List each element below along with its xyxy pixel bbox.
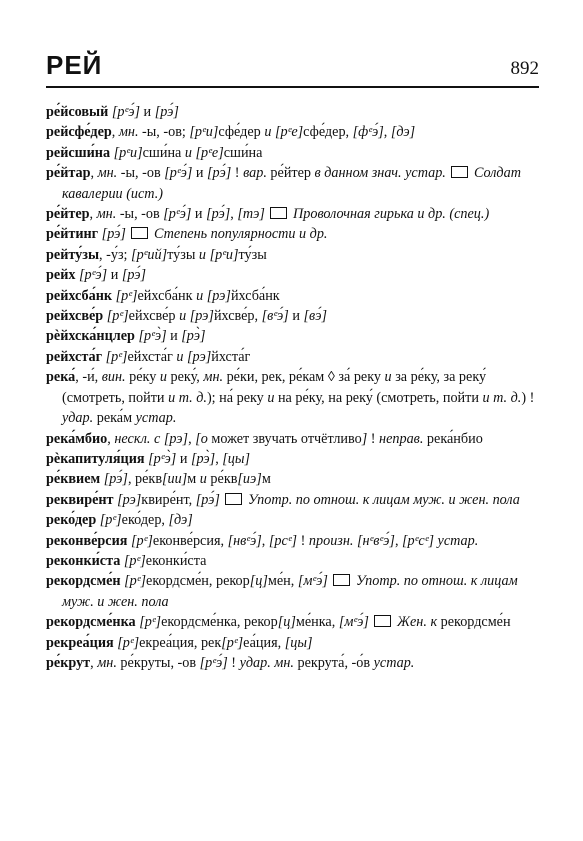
entry-text: , ре́кв [127,471,163,488]
entry-note: [рэ̀] [181,328,206,345]
entry-text [126,226,130,242]
entry-note: устар. [135,410,177,427]
usage-box-icon [225,493,242,505]
entry-note: [р [195,144,209,161]
entry-text: сши́на [223,144,263,161]
entry-note: ] [123,308,129,325]
entry-text: ту́зы [167,246,199,263]
entry-note: е] [291,124,304,141]
entry-headword: рейхсба́нк [46,287,113,304]
entry-note: [ц] [277,614,296,631]
entry-text: ту́зы [238,246,267,263]
entry-text: ейхсве́р [128,308,180,325]
entry-text: , -и́, [75,369,102,386]
entry-text: ! [367,430,380,447]
entry-note: [о [195,430,208,447]
entry-note: ] [140,552,146,569]
entry-text: и [140,104,155,120]
running-headword: РЕЙ [46,50,103,80]
entry-text: , [111,124,119,141]
entry-note: ᵉ [287,532,292,549]
dictionary-entry [46,204,539,224]
entry-note: ᵉ [273,308,278,325]
entry-note: устар. [437,532,479,549]
entry-headword: река́ [46,369,76,386]
entry-note: ᵉ [91,267,96,284]
entry-note: ᵉ [151,328,155,345]
dictionary-entry [46,224,539,244]
entry-note: [рэ̀] [190,450,216,467]
entry-headword: рѐкапитуля́ция [46,450,145,467]
entry-note: произн. [308,532,354,549]
entry-headword: рейх [46,267,76,284]
entry-headword: рейту́зы [46,246,100,263]
entry-text: ре́круты, -ов [116,654,200,671]
page-header [46,44,539,88]
entry-text: , [215,450,223,467]
dictionary-entry [46,245,539,265]
entry-note: и] [205,124,219,141]
entry-note: [ц] [249,573,268,590]
entry-text: реку́, [166,369,204,386]
entry-text: на ре́ку, на реку́ (смотреть, пойти [274,389,483,406]
entry-text: м [261,471,271,488]
entry-text: и [191,206,207,223]
entry-note: [рс [268,532,288,549]
entry-note: ] [291,532,298,549]
entry-text: сфе́дер [218,124,265,141]
entry-text: может звучать отчётливо [207,430,362,447]
entry-note: [р [106,308,120,325]
entry-text: , [383,124,391,141]
entry-note: э́] [179,206,192,223]
entry-note: [р [111,104,125,120]
entry-note: ] [131,287,138,304]
entry-text: -ы, -ов; [138,124,190,141]
dictionary-entry [46,367,539,428]
entry-note: ᵉ [160,450,165,467]
entry-text: ! [227,654,240,671]
entry-text: , [107,430,115,447]
entry-text [220,492,224,508]
dictionary-entry [46,633,539,653]
entry-note: ᵉ [212,654,216,671]
entry-note: ᵉ [136,573,141,590]
entry-note: ᵉ [353,614,358,631]
entry-text: еко́дер, [121,512,169,529]
entry-note: и [159,369,167,386]
entry-note: [цы] [222,450,251,467]
entry-text [446,165,450,181]
entry-note: ᵉ [124,104,129,120]
entry-note: ᵉ [414,532,419,549]
entry-note: э̀] [164,450,177,467]
entry-text: рекордсме́н [437,614,511,631]
entry-note: и т. д. [168,389,207,406]
entry-note: э̀] [154,328,167,345]
dictionary-entry [46,612,539,632]
dictionary-entry [46,429,539,449]
entry-text: река́нбио [423,430,483,447]
entry-note: ᵉ [208,144,212,161]
entry-note: ] [237,634,244,651]
entry-note: [рэ́] [103,471,128,488]
entry-note: Степень популярности и др. [153,226,328,243]
dictionary-entry [46,102,539,122]
entry-note: [цы] [284,634,313,651]
dictionary-entry [46,286,539,306]
entry-text [369,614,373,630]
entry-note: устар. [373,654,415,671]
dictionary-entry [46,469,539,489]
entry-note: и] [130,144,143,161]
entry-note: в данном знач. устар. [314,165,446,182]
entry-note: ] [155,614,162,631]
entry-note: ᵉ [136,552,141,569]
entry-text: , [230,206,238,223]
entry-headword: ре́йтинг [46,226,99,243]
entry-text: ейхсба́нк [137,287,197,304]
entry-note: [р [221,634,234,651]
entry-note: Употр. по отнош. к лицам муж. и жен. пола [62,573,518,610]
dictionary-entry [46,510,539,530]
entry-note: и [176,348,184,365]
entry-note: ᵉ [246,532,251,549]
entry-text: ме́нка, [295,614,339,631]
entry-note: [рэ] [206,287,231,304]
dictionary-entry [46,326,539,346]
entry-text: ме́н, [267,573,298,590]
entry-note: ᵉ [287,124,292,141]
entry-note: и [264,124,272,141]
entry-note: э́] [277,308,289,325]
entry-text: йхсба́нк [230,287,280,304]
entry-note: [р [199,654,213,671]
entry-note: е] [211,144,224,161]
entry-note: [рэ] [163,430,189,447]
entry-note: э́] [357,614,369,631]
entry-note: ᵉ [369,532,374,549]
entry-note: ᵉ [175,206,180,223]
entry-list [46,102,539,673]
entry-note: удар. мн. [239,654,294,671]
entry-text: сфе́дер, [303,124,353,141]
entry-text: ); на́ реку [206,389,268,406]
entry-note: в [373,532,380,549]
entry-headword: рекордсме́нка [46,614,136,631]
entry-text: и [176,450,191,467]
entry-text: , [261,532,269,549]
entry-note: [ф [352,124,369,141]
dictionary-entry [46,306,539,326]
entry-note: [рэ́] [121,267,147,284]
entry-note: [р [113,144,127,161]
entry-text: ре́йтер [266,165,315,182]
entry-text: м [187,471,200,488]
entry-text: ! [231,165,244,182]
entry-note: [р [163,206,176,223]
entry-note: [р [139,614,152,631]
entry-note: э́] [383,532,395,549]
entry-headword: рейсфе́дер [46,124,112,141]
usage-box-icon [131,227,148,239]
entry-note: ᵉ [112,512,117,529]
entry-text: еа́ция, [243,634,285,651]
entry-note: ᵉ [143,246,148,263]
entry-note: [р [79,267,92,284]
entry-note: вин. [101,369,126,386]
entry-note: мн. [97,165,118,182]
entry-text: ре́ки, рек, ре́кам ◊ за́ реку [223,369,385,386]
entry-text: и [288,308,304,325]
entry-text: , [394,532,403,549]
entry-note: [р [131,532,144,549]
entry-text: еконки́ста [145,552,207,569]
entry-note: мн. [97,654,117,671]
entry-note: и [196,287,204,304]
entry-note: Употр. по отнош. к лицам муж. и жен. пола [248,491,520,508]
entry-note: [р [115,287,129,304]
entry-text: , [89,206,97,223]
entry-headword: ре́йтер [46,206,90,223]
entry-headword: рѐйхска́нцлер [46,328,135,345]
entry-note: [р [99,512,113,529]
entry-note: удар. [62,410,94,427]
entry-note: ᵉ [424,532,429,549]
entry-note: ᵉ [202,124,206,141]
entry-note: мн. [96,206,117,223]
entry-note: и т. д. [482,389,522,406]
entry-text: ! [297,532,309,549]
entry-note: [р [117,634,130,651]
entry-note: ] [116,512,122,529]
entry-text: ре́ку [125,369,160,386]
entry-note: [рэ] [187,348,212,365]
entry-note: э́] [180,165,193,182]
entry-text: ейхста́г [127,348,177,365]
entry-text: , [90,654,98,671]
entry-note: [рэ́] [207,165,232,182]
entry-text [328,573,332,589]
entry-note: ] [133,634,140,651]
entry-note: [м [338,614,354,631]
entry-headword: рекордсме́н [46,573,121,590]
entry-headword: ре́йсовый [46,104,109,120]
entry-note: ᵉ [379,532,384,549]
entry-note: и [199,471,207,488]
entry-note: [рэ́] [195,491,220,508]
entry-note: [тэ] [237,206,265,223]
entry-note: [рэ́] [101,226,126,243]
entry-note: ] [147,532,153,549]
entry-note: [р [123,552,137,569]
entry-note: нескл. с [114,430,161,447]
entry-text: квире́нт, [141,491,196,508]
entry-note: ] [361,430,368,447]
entry-text: еконве́рсия, [152,532,228,549]
entry-note: ᵉ [176,165,181,182]
entry-note: ᵉ [312,573,317,590]
usage-box-icon [374,615,391,627]
entry-note: э́] [316,573,328,590]
entry-note: [ии] [162,471,188,488]
entry-note: [р [138,328,152,345]
entry-text: и [107,267,122,284]
entry-note: ] [121,348,128,365]
entry-text: -ы, -ов [117,165,165,182]
entry-note: [н [356,532,370,549]
entry-note: мн. [118,124,139,141]
entry-text: йхсве́р, [213,308,262,325]
entry-note: мн. [203,369,224,386]
entry-text: рекрута́, -о́в [293,654,374,671]
entry-note: [р [189,124,203,141]
entry-note: [р [148,450,161,467]
entry-note: [вэ́] [303,308,327,325]
entry-note: ᵉ [368,124,372,141]
entry-note: [дэ] [390,124,416,141]
entry-note: [р [209,246,223,263]
entry-headword: река́мбио [46,430,108,447]
dictionary-entry [46,571,539,612]
entry-note: [р [105,348,119,365]
entry-text: ) ! [521,389,535,406]
entry-headword: реквире́нт [46,491,114,508]
entry-headword: рейхста́г [46,348,103,365]
entry-headword: рейсши́на [46,144,111,161]
entry-text: сши́на [142,144,185,161]
entry-text: екордсме́н, рекор [146,573,250,590]
entry-text: и [192,165,208,182]
entry-note: [нв [227,532,247,549]
entry-text: йхста́г [211,348,251,365]
entry-headword: реко́дер [46,512,97,529]
entry-headword: реконве́рсия [46,532,128,549]
entry-note: и] [225,246,239,263]
entry-headword: рекреа́ция [46,634,114,651]
entry-text [265,206,269,222]
dictionary-entry [46,551,539,571]
entry-note: ] [140,573,147,590]
dictionary-entry [46,531,539,551]
entry-note: ий] [147,246,168,263]
entry-note: [р [164,165,177,182]
entry-note: [р [402,532,415,549]
entry-text: екреа́ция, рек [139,634,222,651]
entry-note: э́] [371,124,384,141]
entry-note: Солдат кавалерии (ист.) [62,165,521,202]
entry-note: ] [428,532,434,549]
dictionary-entry [46,163,539,204]
entry-note: [р [124,573,137,590]
entry-note: э́] [215,654,228,671]
entry-note: э́] [250,532,262,549]
entry-note: [рэ́] [206,206,231,223]
entry-note: и [179,308,187,325]
entry-note: Жен. к [397,614,438,631]
entry-text: ре́кв [206,471,238,488]
entry-note: ᵉ [129,634,134,651]
entry-text: за ре́ку, за реку́ (смотреть, пойти [62,369,487,406]
entry-note: [в [261,308,274,325]
entry-note: [рэ́] [154,104,179,120]
entry-note: ᵉ [128,287,132,304]
entry-text: река́м [93,410,136,427]
entry-note: и [384,369,392,386]
entry-text: -ы, -ов [116,206,164,223]
entry-note: [рэ] [117,491,142,508]
entry-note: [р [131,246,144,263]
entry-note: ᵉ [118,348,122,365]
dictionary-entry [46,347,539,367]
entry-note: э́] [128,104,140,120]
dictionary-entry [46,653,539,673]
entry-note: и [267,389,275,406]
entry-note: [м [297,573,313,590]
entry-note: и [198,246,207,263]
dictionary-entry [46,265,539,285]
entry-text: , -у́з; [99,246,132,263]
entry-headword: реконки́ста [46,552,121,569]
entry-text: , [90,165,98,182]
usage-box-icon [270,207,287,219]
entry-note: ᵉ [143,532,148,549]
entry-note: э́] [95,267,108,284]
entry-text: , [188,430,196,447]
entry-note: ᵉ [233,634,238,651]
entry-note: [дэ] [168,512,193,529]
entry-note: ᵉ [151,614,156,631]
entry-headword: ре́квием [46,471,101,488]
dictionary-entry [46,122,539,142]
entry-note: [иэ] [237,471,262,488]
usage-box-icon [451,166,468,178]
dictionary-entry [46,449,539,469]
entry-note: [р [274,124,288,141]
entry-headword: рейхсве́р [46,308,104,325]
entry-note: вар. [243,165,267,182]
entry-note: с [418,532,425,549]
entry-text: и [166,328,182,345]
entry-note: и [184,144,192,161]
entry-note: неправ. [379,430,424,447]
entry-note: [рэ] [189,308,214,325]
entry-note: ᵉ [119,308,124,325]
entry-headword: ре́йтар [46,165,91,182]
dictionary-entry [46,490,539,510]
entry-note: Проволочная гирька и др. (спец.) [293,206,490,223]
usage-box-icon [333,574,350,586]
dictionary-entry [46,143,539,163]
entry-note: ᵉ [222,246,226,263]
page-number: 892 [510,58,539,79]
entry-text: екордсме́нка, рекор [161,614,278,631]
entry-note: ᵉ [126,144,130,161]
entry-headword: ре́крут [46,654,91,671]
